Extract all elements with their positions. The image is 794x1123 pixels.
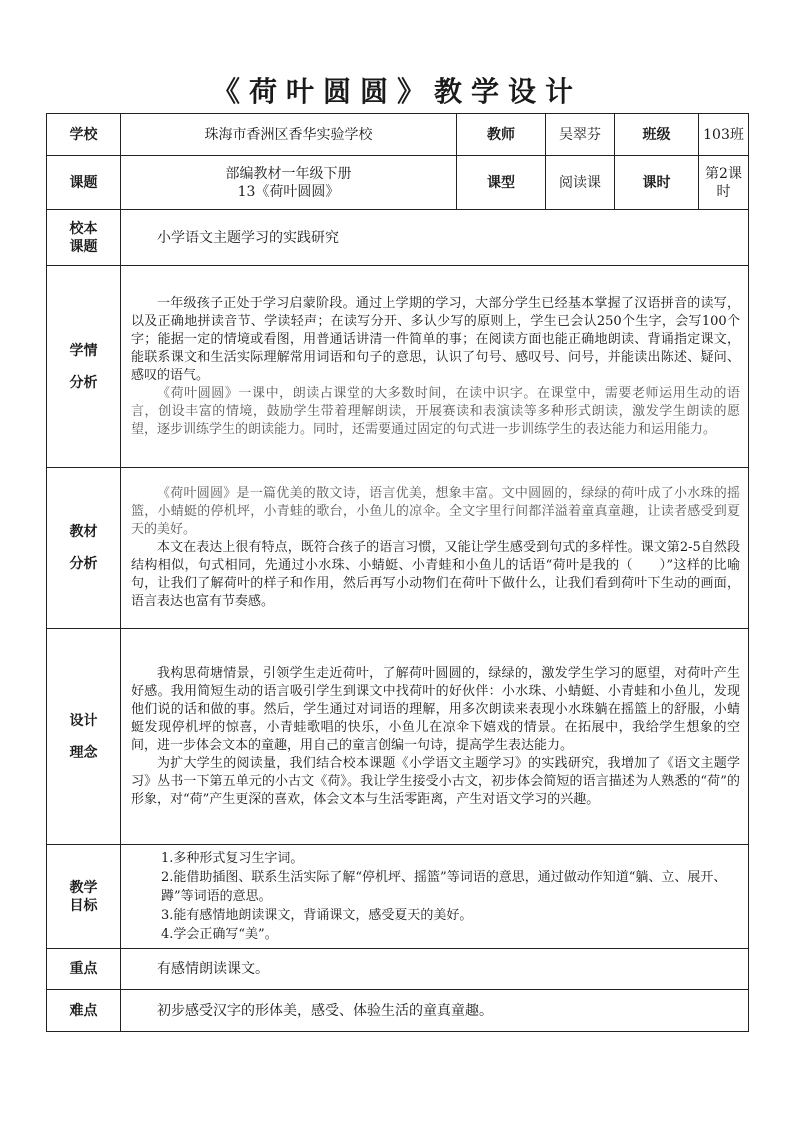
header-row-topic — [47, 156, 749, 210]
student-analysis-label — [47, 266, 121, 468]
period-value: 第2课时 — [699, 156, 749, 210]
key-point-row — [47, 949, 749, 990]
goal-item: 2.能借助插图、联系生活实际了解“停机坪、摇篮”等词语的意思，通过做动作知道“躺、立、展开、蹲”等词语的意思。 — [161, 870, 727, 904]
topic-value — [121, 156, 457, 210]
school-label: 学校 — [47, 114, 121, 156]
design-concept-paragraph-2: 为扩大学生的阅读量，我们结合校本课题《小学语文主题学习》的实践研究，我增加了《语文主题学习》丛书一下第五单元的小古文《荷》。我让学生接受小古文，初步体会简短的语言描述为人熟悉的“荷”的形象，对“荷”产生更深的喜欢，体会文本与生活零距离，产生对语文学习的兴趣。 — [131, 755, 740, 807]
teaching-goals-label — [47, 845, 121, 949]
student-analysis-label-line-2: 分析 — [69, 374, 98, 391]
school-topic-text: 小学语文主题学习的实践研究 — [121, 210, 749, 266]
school-value: 珠海市香洲区香华实验学校 — [121, 114, 457, 156]
goal-item: 1.多种形式复习生字词。 — [161, 851, 304, 866]
lesson-plan-table — [46, 113, 749, 1032]
period-label: 课时 — [615, 156, 699, 210]
student-analysis-label-line-1: 学情 — [69, 342, 98, 359]
class-label: 班级 — [615, 114, 699, 156]
type-value: 阅读课 — [546, 156, 615, 210]
design-concept-label-line-2: 理念 — [69, 744, 98, 761]
school-topic-row — [47, 210, 749, 266]
design-concept-paragraph-1: 我构思荷塘情景，引领学生走近荷叶，了解荷叶圆圆的，绿绿的，激发学生学习的愿望，对荷叶产生好感。我用简短生动的语言吸引学生到课文中找荷叶的好伙伴：小水珠、小蜻蜓、小青蛙和小鱼儿，发现他们说的话和做的事。然后，学生通过对词语的理解，用多次朗读来表现小水珠躺在摇篮上的舒服，小蜻蜓发现停机坪的惊喜，小青蛙歌唱的快乐，小鱼儿在凉伞下嬉戏的情景。在拓展中，我给学生想象的空间，进一步体会文本的童趣，用自己的童言创编一句诗，提高学生表达能力。 — [131, 665, 740, 753]
material-analysis-paragraph-1: 《荷叶圆圆》是一篇优美的散文诗，语言优美，想象丰富。文中圆圆的，绿绿的荷叶成了小水珠的摇篮，小蜻蜓的停机坪，小青蛙的歌台，小鱼儿的凉伞。全文字里行间都洋溢着童真童趣，让读者感受到夏天的美好。 — [131, 486, 740, 537]
document-title: 《荷叶圆圆》教学设计 — [211, 75, 582, 108]
teaching-goals-row — [47, 845, 749, 949]
student-analysis-paragraph-2: 《荷叶圆圆》一课中，朗读占课堂的大多数时间，在读中识字。在课堂中，需要老师运用生动的语言，创设丰富的情境，鼓励学生带着理解朗读，开展赛读和表演读等多种形式朗读，激发学生朗读的愿望，逐步训练学生的朗读能力。同时，还需要通过固定的句式进一步训练学生的表达能力和运用能力。 — [131, 385, 740, 437]
student-analysis-text — [121, 266, 749, 468]
key-point-text: 有感情朗读课文。 — [121, 949, 749, 990]
teaching-goals-label-line-2: 目标 — [69, 897, 98, 914]
student-analysis-row — [47, 266, 749, 468]
material-analysis-row — [47, 468, 749, 629]
school-topic-label-line-2: 课题 — [69, 238, 98, 255]
header-row-school — [47, 114, 749, 156]
design-concept-row — [47, 629, 749, 845]
type-label: 课型 — [457, 156, 546, 210]
material-analysis-label — [47, 468, 121, 629]
design-concept-text — [121, 629, 749, 845]
class-value: 103班 — [699, 114, 749, 156]
school-topic-label-line-1: 校本 — [69, 220, 98, 237]
teaching-goals-label-line-1: 教学 — [69, 879, 98, 896]
material-analysis-label-line-2: 分析 — [69, 556, 98, 572]
teaching-goals-list — [121, 845, 749, 949]
design-concept-label-line-1: 设计 — [69, 712, 98, 729]
student-analysis-paragraph-1: 一年级孩子正处于学习启蒙阶段。通过上学期的学习，大部分学生已经基本掌握了汉语拼音的读写，以及正确地拼读音节、学读轻声；在读写分开、多认少写的原则上，学生已会认250个生字，会写100个字；能据一定的情境或看图，用普通话讲清一件简单的事；在阅读方面也能正确地朗读、背诵指定课文，能联系课文和生活实际理解常用词语和句子的意思，认识了句号、感叹号、问号，并能读出陈述、疑问、感叹的语气。 — [131, 295, 740, 383]
difficulty-row — [47, 990, 749, 1032]
material-analysis-label-line-1: 教材 — [69, 524, 98, 540]
design-concept-label — [47, 629, 121, 845]
teacher-value: 吴翠芬 — [546, 114, 615, 156]
topic-line-2: 13《荷叶圆圆》 — [237, 183, 340, 200]
key-point-label: 重点 — [47, 949, 121, 990]
difficulty-label: 难点 — [47, 990, 121, 1032]
goal-item: 3.能有感情地朗读课文，背诵课文，感受夏天的美好。 — [161, 908, 473, 923]
material-analysis-paragraph-2: 本文在表达上很有特点，既符合孩子的语言习惯，又能让学生感受到句式的多样性。课文第2-5自然段结构相似，句式相同，先通过小水珠、小蜻蜓、小青蛙和小鱼儿的话语“荷叶是我的（ ）”这样的比喻句，让我们了解荷叶的样子和作用，然后再写小动物们在荷叶下做什么，让我们看到荷叶下生动的画面，语言表达也富有节奏感。 — [131, 540, 740, 609]
difficulty-text: 初步感受汉字的形体美，感受、体验生活的童真童趣。 — [121, 990, 749, 1032]
material-analysis-text — [121, 468, 749, 629]
topic-label: 课题 — [47, 156, 121, 210]
school-topic-label — [47, 210, 121, 266]
topic-line-1: 部编教材一年级下册 — [225, 165, 352, 182]
teacher-label: 教师 — [457, 114, 546, 156]
goal-item: 4.学会正确写“美”。 — [161, 927, 278, 942]
